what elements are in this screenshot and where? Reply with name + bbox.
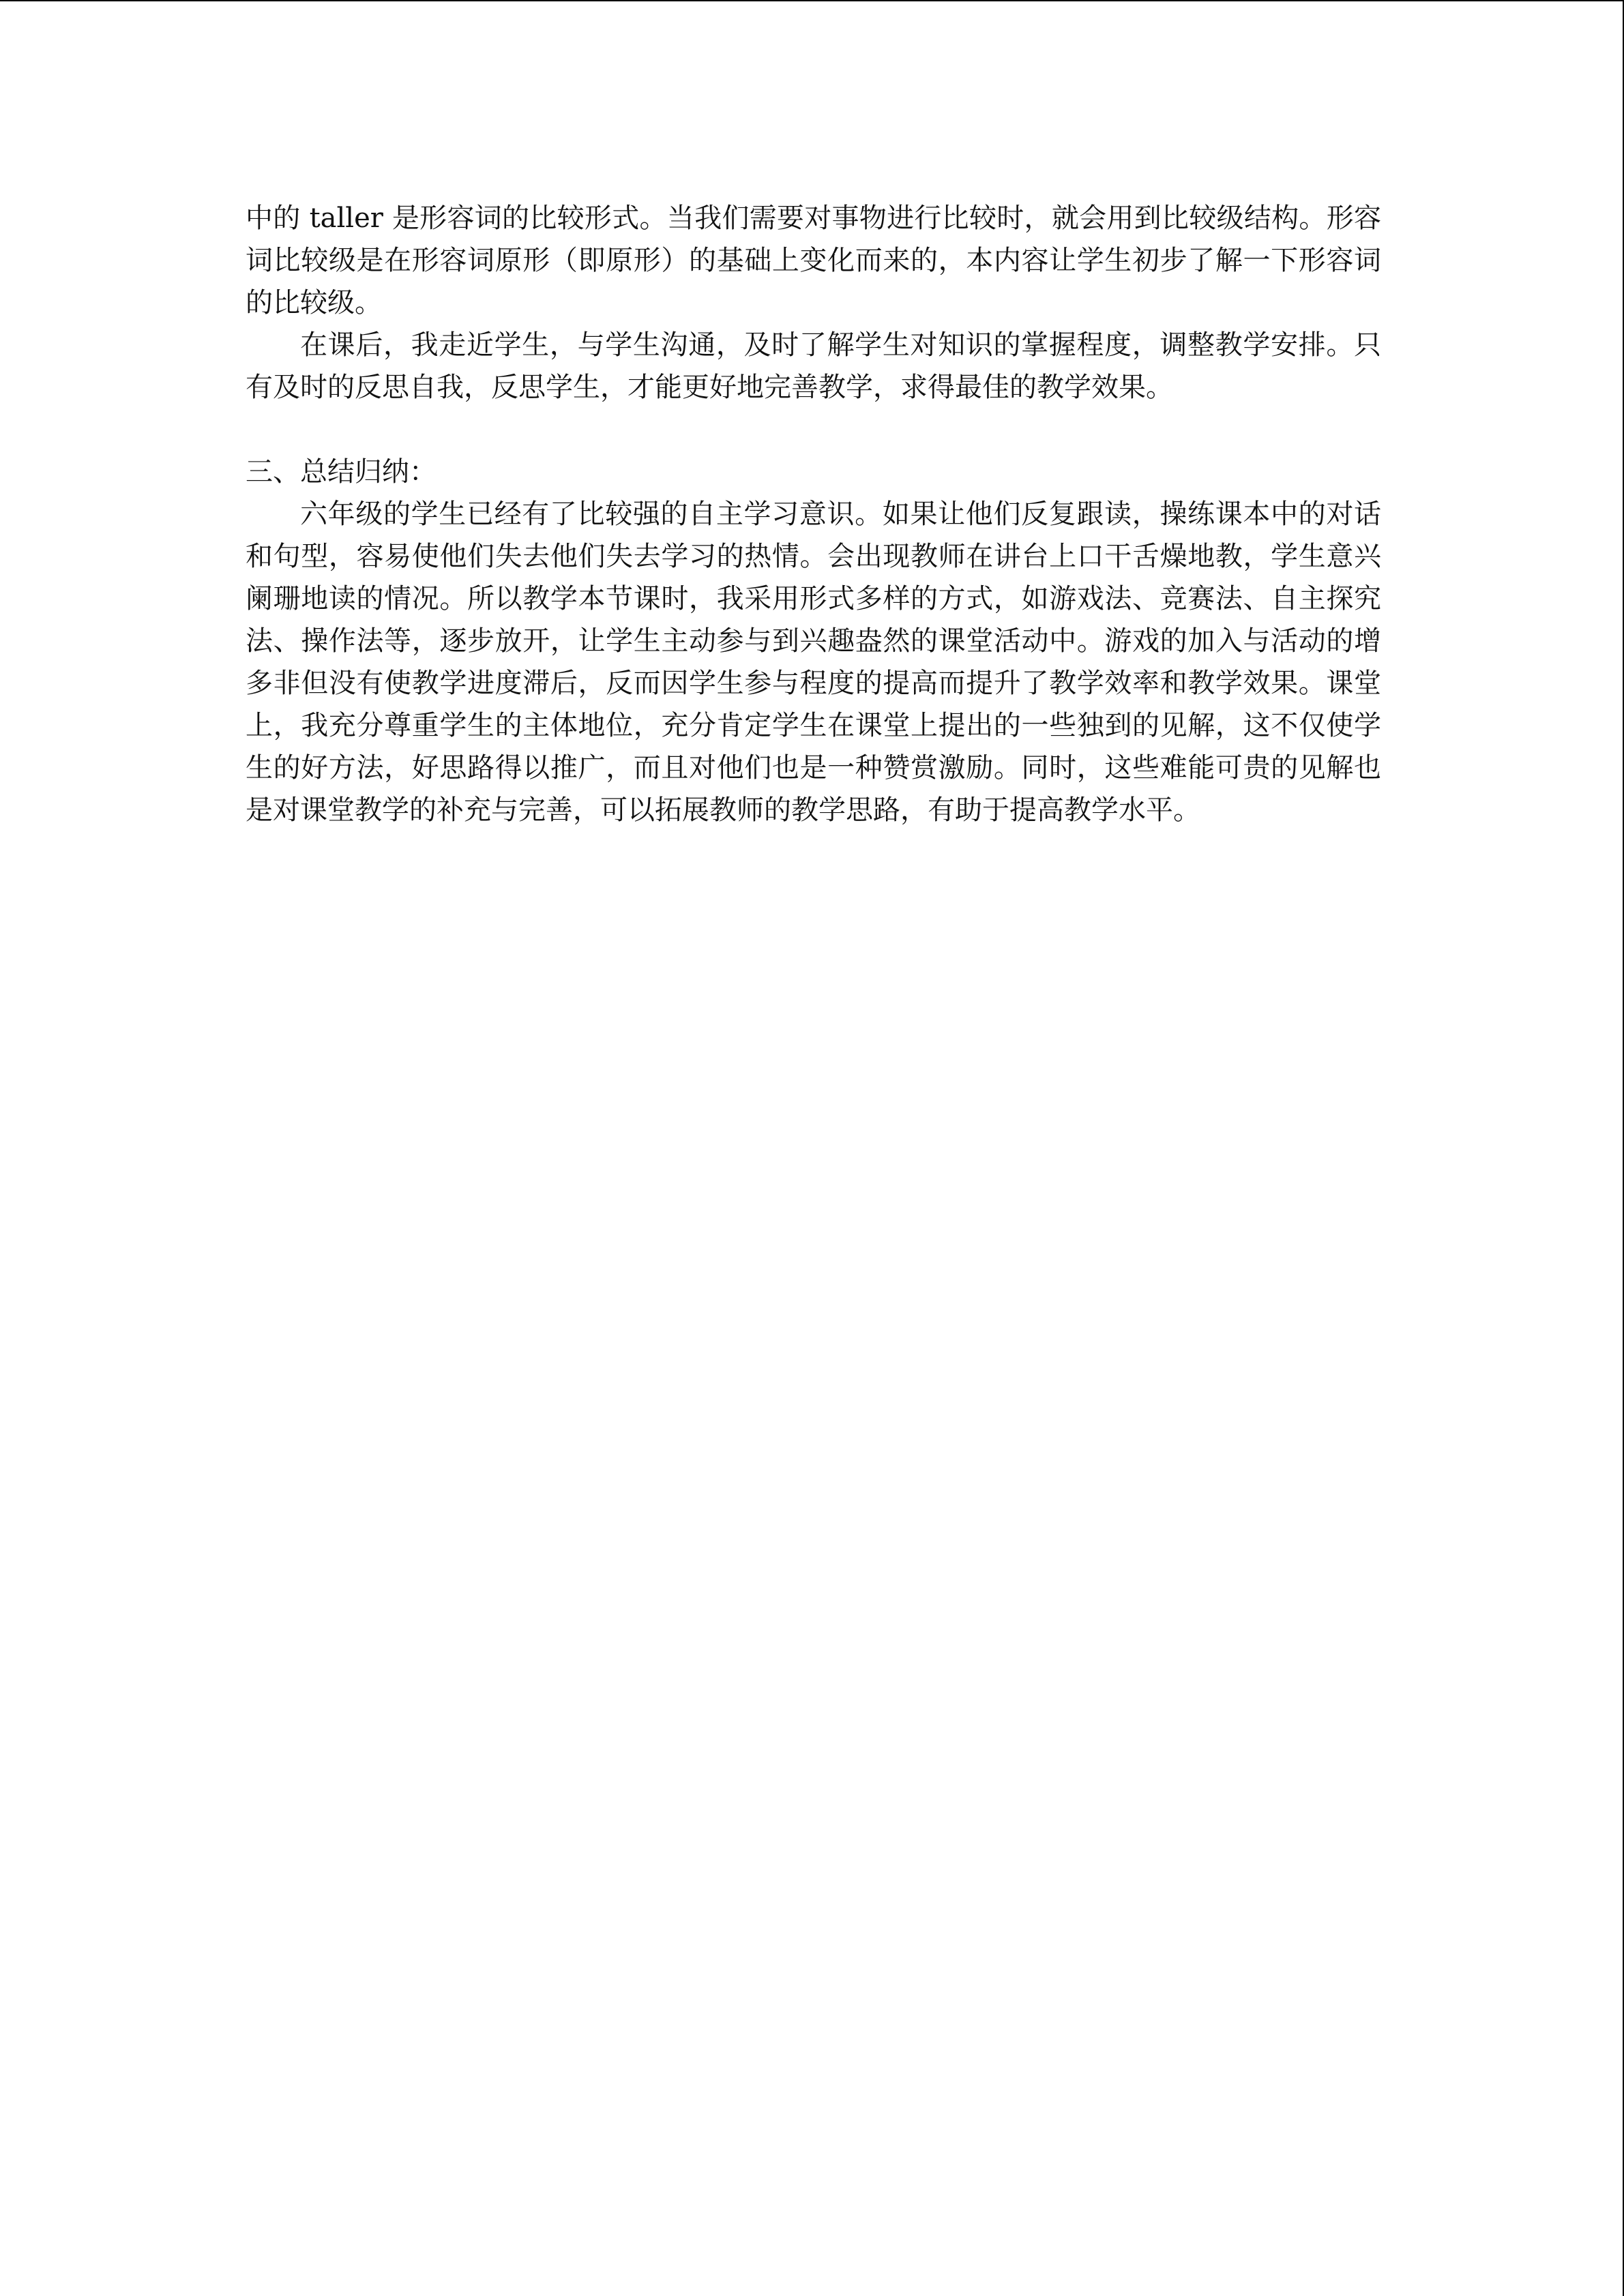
document-body	[246, 197, 1381, 831]
paragraph-summary: 六年级的学生已经有了比较强的自主学习意识。如果让他们反复跟读，操练课本中的对话和句型，容易使他们失去他们失去学习的热情。会出现教师在讲台上口干舌燥地教，学生意兴阑珊地读的情况。所以教学本节课时，我采用形式多样的方式，如游戏法、竞赛法、自主探究法、操作法等，逐步放开，让学生主动参与到兴趣盎然的课堂活动中。游戏的加入与活动的增多非但没有使教学进度滞后，反而因学生参与程度的提高而提升了教学效率和教学效果。课堂上，我充分尊重学生的主体地位，充分肯定学生在课堂上提出的一些独到的见解，这不仅使学生的好方法，好思路得以推广，而且对他们也是一种赞赏激励。同时，这些难能可贵的见解也是对课堂教学的补充与完善，可以拓展教师的教学思路，有助于提高教学水平。	[246, 498, 1381, 826]
paragraph-after-class: 在课后，我走近学生，与学生沟通，及时了解学生对知识的掌握程度，调整教学安排。只有及时的反思自我，反思学生，才能更好地完善教学，求得最佳的教学效果。	[246, 329, 1381, 403]
paragraph-spacer	[246, 408, 1381, 451]
section-heading-summary: 三、总结归纳：	[246, 456, 437, 488]
paragraph-comparative-intro: 中的 taller 是形容词的比较形式。当我们需要对事物进行比较时，就会用到比较级结构。形容词比较级是在形容词原形（即原形）的基础上变化而来的，本内容让学生初步了解一下形容词的比较级。	[246, 203, 1381, 318]
